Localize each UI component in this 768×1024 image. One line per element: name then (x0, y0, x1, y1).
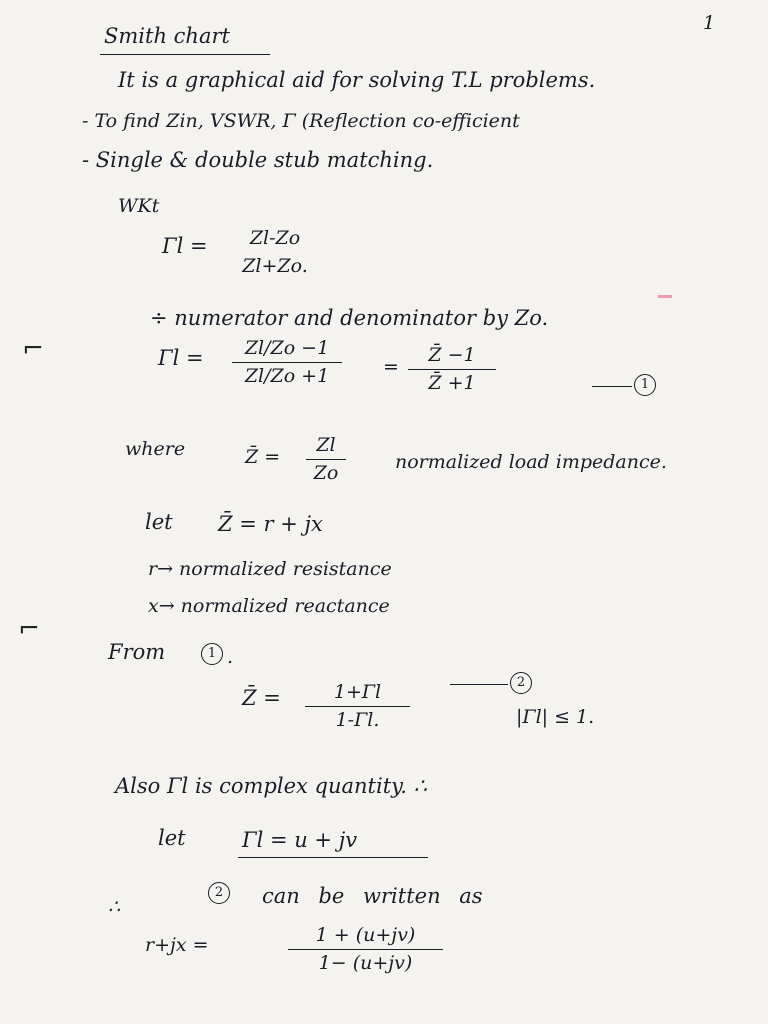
page-title: Smith chart (104, 24, 230, 48)
eq3-fraction-bar (305, 706, 410, 707)
eq2-rhs-denominator: Z̄ +1 (428, 371, 476, 394)
def-resistance: r→ normalized resistance (148, 558, 392, 580)
from-ref: 1 (201, 643, 223, 665)
eq2-rhs-bar (408, 369, 496, 370)
page-number: 1 (703, 12, 716, 34)
def-reactance: x→ normalized reactance (148, 595, 390, 617)
can-be-ref: 2 (208, 882, 230, 904)
eq4-numerator: 1 + (u+jv) (315, 924, 416, 946)
from-period: . (227, 646, 234, 668)
let2-underline (238, 857, 428, 858)
where-description: normalized load impedance. (395, 451, 667, 473)
let1-expression: Z̄ = r + jx (218, 512, 323, 536)
eq3-condition: |Γl| ≤ 1. (516, 706, 595, 728)
eq2-fraction-bar (232, 362, 342, 363)
eq3-fraction (305, 682, 410, 731)
where-numerator: Zl (316, 434, 336, 456)
bullet-find: - To find Zin, VSWR, Γ (Reflection co-efficient (82, 110, 520, 132)
eq3-tag: 2 (510, 672, 532, 694)
eq4-fraction (288, 925, 443, 974)
title-underline (100, 54, 270, 55)
eq2-tag: 1 (634, 374, 656, 396)
eq2-fraction-right (408, 345, 496, 394)
eq2-fraction-left (232, 338, 342, 387)
divide-note: ÷ numerator and denominator by Zo. (150, 306, 549, 330)
eq1-numerator: Zl-Zo (249, 227, 301, 249)
eq4-denominator: 1− (u+jv) (318, 951, 413, 974)
eq3-tag-line (450, 684, 508, 685)
from-label: From (108, 640, 166, 664)
let2-label: let (158, 826, 186, 850)
also-text: Also Γl is complex quantity. ∴ (115, 774, 427, 798)
bullet-stub: - Single & double stub matching. (82, 148, 434, 172)
eq2-denominator: Zl/Zo +1 (244, 364, 330, 387)
eq1-fraction (230, 228, 320, 277)
eq2-tag-line (592, 386, 632, 387)
therefore-symbol: ∴ (108, 896, 121, 918)
margin-mark-2: ⌐ (18, 614, 40, 644)
eq2-lhs: Γl = (158, 346, 204, 370)
eq2-rhs-numerator: Z̄ −1 (428, 344, 476, 366)
eq4-fraction-bar (288, 949, 443, 950)
pink-mark (658, 295, 672, 298)
eq2-equals: = (383, 356, 399, 378)
intro-text: It is a graphical aid for solving T.L problems. (118, 68, 596, 92)
eq1-denominator: Zl+Zo. (242, 254, 308, 277)
margin-mark: ⌐ (22, 334, 44, 364)
eq3-lhs: Z̄ = (242, 686, 281, 710)
let1-label: let (145, 510, 173, 534)
where-label: where (125, 438, 186, 460)
eq3-numerator: 1+Γl (333, 681, 382, 703)
let2-expression: Γl = u + jv (242, 828, 358, 852)
eq4-lhs: r+jx = (145, 934, 209, 956)
eq3-denominator: 1-Γl. (335, 708, 380, 731)
wkt-label: WKt (118, 195, 160, 217)
eq2-numerator: Zl/Zo −1 (244, 337, 330, 359)
where-fraction-bar (306, 459, 346, 460)
where-lhs: Z̄ = (245, 446, 281, 468)
can-be-text: can be written as (262, 884, 483, 908)
where-denominator: Zo (313, 461, 339, 484)
eq1-lhs: Γl = (162, 234, 208, 258)
where-fraction (306, 435, 346, 484)
